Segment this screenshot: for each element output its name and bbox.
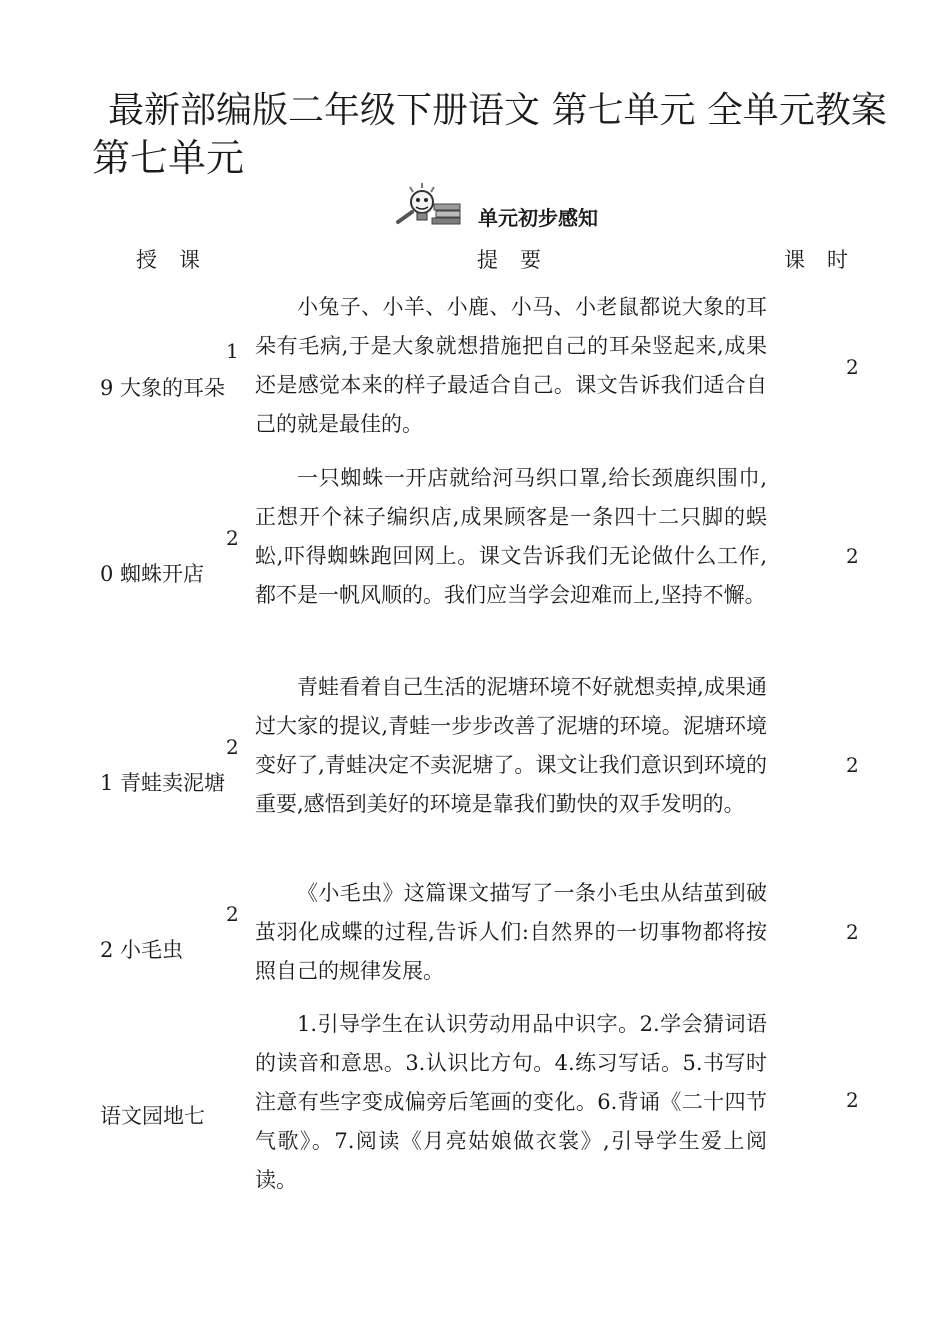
lesson-title: 0 蜘蛛开店 <box>100 562 205 586</box>
unit-heading: 第七单元 <box>92 136 245 180</box>
lesson-summary: 《小毛虫》这篇课文描写了一条小毛虫从结茧到破茧羽化成蝶的过程,告诉人们:自然界的一切事物都将按照自己的规律发展。 <box>255 881 767 983</box>
lesson-number-top: 2 <box>226 735 239 759</box>
lesson-summary: 一只蜘蛛一开店就给河马织口罩,给长颈鹿织围巾,正想开个袜子编织店,成果顾客是一条四十二只脚的蜈蚣,吓得蜘蛛跑回网上。课文告诉我们无论做什么工作,都不是一帆风顺的。我们应当学会迎难而上,坚持不懈。 <box>255 466 767 607</box>
lesson-hours: 2 <box>846 355 859 379</box>
column-header-lesson: 授课 <box>136 248 222 272</box>
lightbulb-books-icon <box>392 182 464 228</box>
section-title: 单元初步感知 <box>478 206 598 230</box>
lesson-hours: 2 <box>846 920 859 944</box>
lesson-title: 2 小毛虫 <box>100 938 184 962</box>
lesson-number-top: 1 <box>226 339 239 363</box>
lesson-title: 9 大象的耳朵 <box>100 376 226 400</box>
lesson-number-top: 2 <box>226 526 239 550</box>
lesson-title: 1 青蛙卖泥塘 <box>100 771 226 795</box>
lesson-title: 语文园地七 <box>100 1104 205 1128</box>
document-title: 最新部编版二年级下册语文 第七单元 全单元教案 <box>108 90 887 131</box>
column-header-hours: 课时 <box>784 248 870 272</box>
lesson-summary: 青蛙看着自己生活的泥塘环境不好就想卖掉,成果通过大家的提议,青蛙一步步改善了泥塘的环境。泥塘环境变好了,青蛙决定不卖泥塘了。课文让我们意识到环境的重要,感悟到美好的环境是靠我们勤快的双手发明的。 <box>255 675 767 816</box>
section-header <box>392 182 652 230</box>
column-header-summary: 提要 <box>477 248 563 272</box>
lesson-hours: 2 <box>846 544 859 568</box>
lesson-number-top: 2 <box>226 902 239 926</box>
lesson-summary: 小兔子、小羊、小鹿、小马、小老鼠都说大象的耳朵有毛病,于是大象就想措施把自己的耳朵竖起来,成果还是感觉本来的样子最适合自己。课文告诉我们适合自己的就是最佳的。 <box>255 295 767 436</box>
lesson-summary: 1.引导学生在认识劳动用品中识字。2.学会猜词语的读音和意思。3.认识比方句。4.练习写话。5.书写时注意有些字变成偏旁后笔画的变化。6.背诵《二十四节气歌》。7.阅读《月亮姑娘做衣裳》,引导学生爱上阅读。 <box>255 1012 767 1192</box>
lesson-hours: 2 <box>846 753 859 777</box>
lesson-hours: 2 <box>846 1088 859 1112</box>
